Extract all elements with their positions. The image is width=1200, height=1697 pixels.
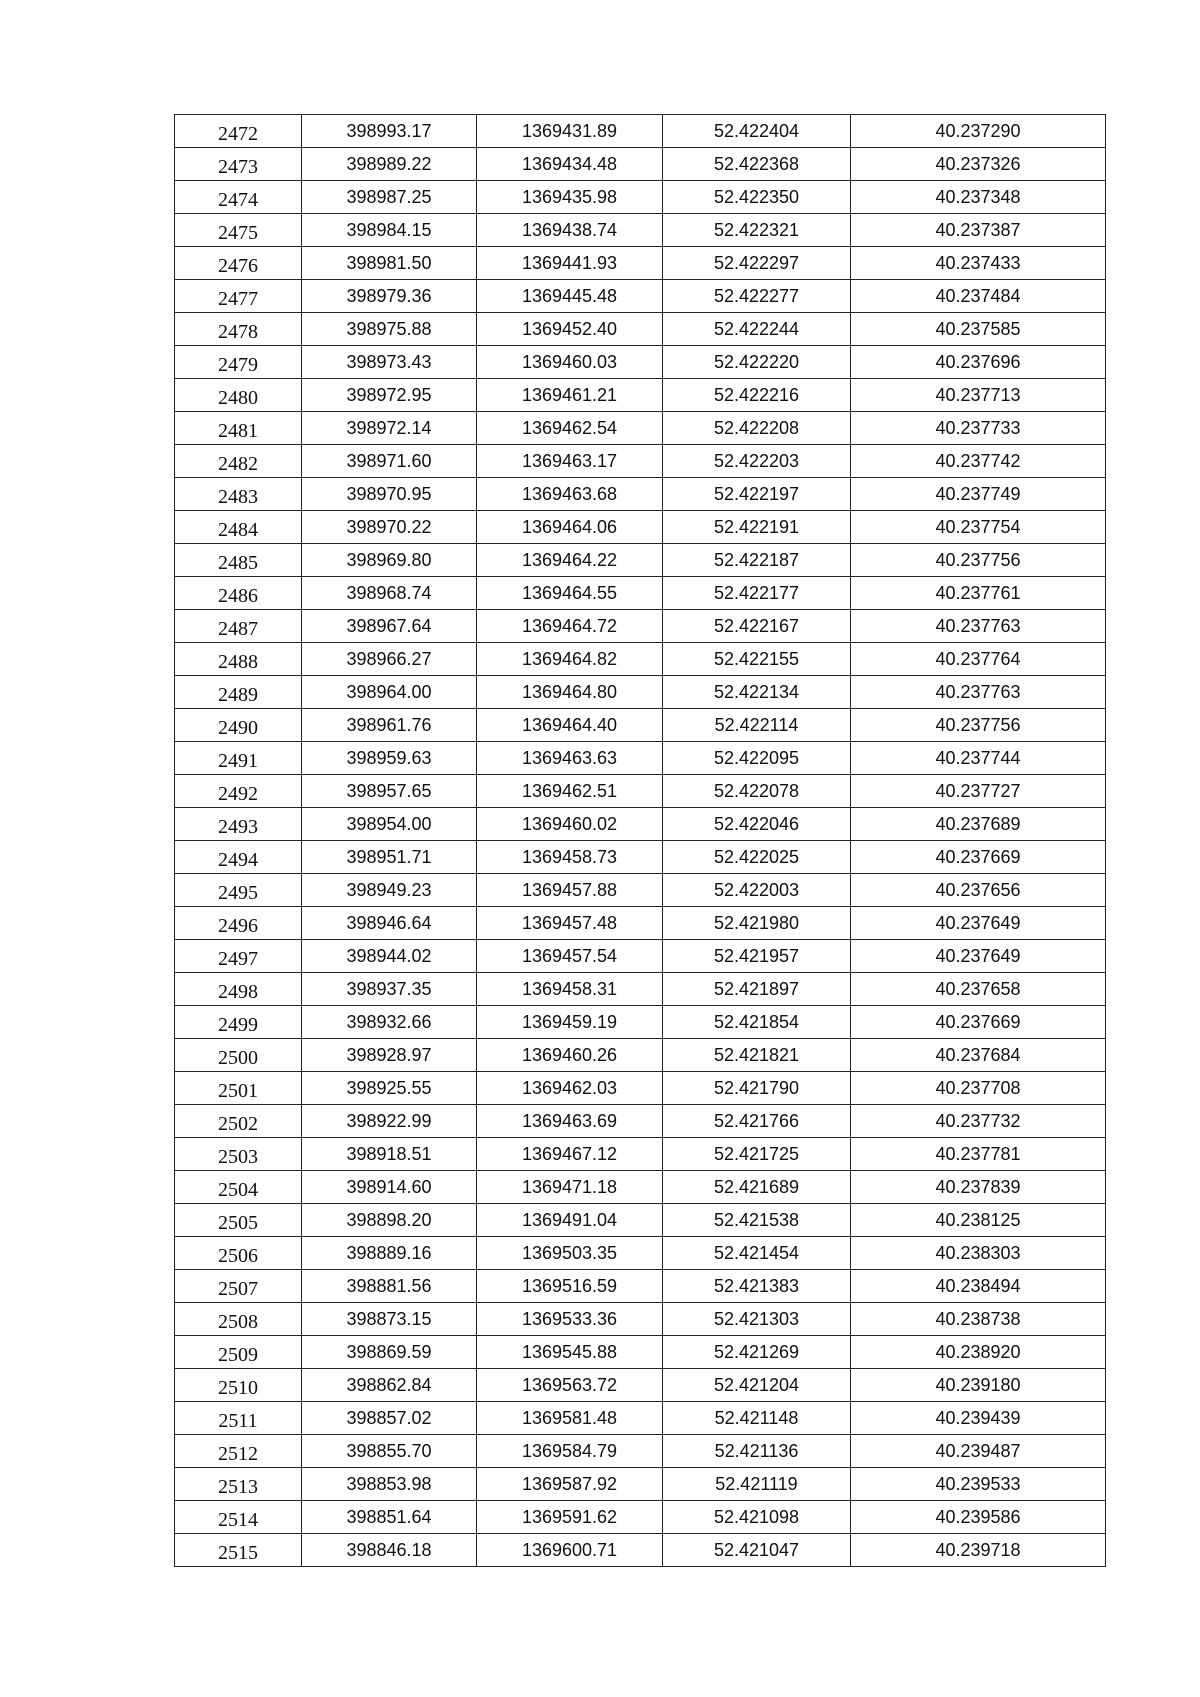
latitude-cell: 52.421766 (663, 1105, 851, 1138)
x-coordinate-cell: 398862.84 (302, 1369, 477, 1402)
point-number-cell: 2515 (175, 1534, 302, 1567)
point-number-cell: 2504 (175, 1171, 302, 1204)
y-coordinate-cell: 1369516.59 (477, 1270, 663, 1303)
table-row (175, 511, 1106, 544)
latitude-cell: 52.421854 (663, 1006, 851, 1039)
longitude-cell: 40.237649 (851, 940, 1106, 973)
longitude-cell: 40.237749 (851, 478, 1106, 511)
x-coordinate-cell: 398855.70 (302, 1435, 477, 1468)
point-number-cell: 2483 (175, 478, 302, 511)
x-coordinate-cell: 398970.95 (302, 478, 477, 511)
point-number-cell: 2509 (175, 1336, 302, 1369)
longitude-cell: 40.237744 (851, 742, 1106, 775)
x-coordinate-cell: 398881.56 (302, 1270, 477, 1303)
x-coordinate-cell: 398928.97 (302, 1039, 477, 1072)
y-coordinate-cell: 1369503.35 (477, 1237, 663, 1270)
y-coordinate-cell: 1369463.17 (477, 445, 663, 478)
x-coordinate-cell: 398898.20 (302, 1204, 477, 1237)
latitude-cell: 52.422203 (663, 445, 851, 478)
point-number-cell: 2484 (175, 511, 302, 544)
latitude-cell: 52.421383 (663, 1270, 851, 1303)
table-row (175, 577, 1106, 610)
point-number-cell: 2477 (175, 280, 302, 313)
longitude-cell: 40.239586 (851, 1501, 1106, 1534)
latitude-cell: 52.422220 (663, 346, 851, 379)
x-coordinate-cell: 398993.17 (302, 115, 477, 148)
table-row (175, 247, 1106, 280)
table-row (175, 1006, 1106, 1039)
x-coordinate-cell: 398918.51 (302, 1138, 477, 1171)
point-number-cell: 2508 (175, 1303, 302, 1336)
longitude-cell: 40.237387 (851, 214, 1106, 247)
y-coordinate-cell: 1369462.03 (477, 1072, 663, 1105)
point-number-cell: 2488 (175, 643, 302, 676)
longitude-cell: 40.237348 (851, 181, 1106, 214)
y-coordinate-cell: 1369461.21 (477, 379, 663, 412)
point-number-cell: 2487 (175, 610, 302, 643)
longitude-cell: 40.237839 (851, 1171, 1106, 1204)
x-coordinate-cell: 398979.36 (302, 280, 477, 313)
point-number-cell: 2503 (175, 1138, 302, 1171)
point-number-cell: 2481 (175, 412, 302, 445)
latitude-cell: 52.421957 (663, 940, 851, 973)
point-number-cell: 2482 (175, 445, 302, 478)
y-coordinate-cell: 1369464.72 (477, 610, 663, 643)
table-row (175, 874, 1106, 907)
longitude-cell: 40.239439 (851, 1402, 1106, 1435)
point-number-cell: 2494 (175, 841, 302, 874)
point-number-cell: 2510 (175, 1369, 302, 1402)
table-row (175, 445, 1106, 478)
latitude-cell: 52.421538 (663, 1204, 851, 1237)
point-number-cell: 2507 (175, 1270, 302, 1303)
y-coordinate-cell: 1369600.71 (477, 1534, 663, 1567)
longitude-cell: 40.237763 (851, 676, 1106, 709)
x-coordinate-cell: 398971.60 (302, 445, 477, 478)
y-coordinate-cell: 1369431.89 (477, 115, 663, 148)
table-row (175, 280, 1106, 313)
latitude-cell: 52.422404 (663, 115, 851, 148)
longitude-cell: 40.237649 (851, 907, 1106, 940)
latitude-cell: 52.422244 (663, 313, 851, 346)
y-coordinate-cell: 1369452.40 (477, 313, 663, 346)
latitude-cell: 52.421136 (663, 1435, 851, 1468)
y-coordinate-cell: 1369464.40 (477, 709, 663, 742)
y-coordinate-cell: 1369462.54 (477, 412, 663, 445)
x-coordinate-cell: 398846.18 (302, 1534, 477, 1567)
table-row (175, 346, 1106, 379)
point-number-cell: 2497 (175, 940, 302, 973)
x-coordinate-cell: 398967.64 (302, 610, 477, 643)
x-coordinate-cell: 398946.64 (302, 907, 477, 940)
y-coordinate-cell: 1369471.18 (477, 1171, 663, 1204)
table-row (175, 775, 1106, 808)
y-coordinate-cell: 1369438.74 (477, 214, 663, 247)
table-row (175, 1105, 1106, 1138)
latitude-cell: 52.422134 (663, 676, 851, 709)
table-row (175, 841, 1106, 874)
y-coordinate-cell: 1369445.48 (477, 280, 663, 313)
latitude-cell: 52.421047 (663, 1534, 851, 1567)
y-coordinate-cell: 1369581.48 (477, 1402, 663, 1435)
y-coordinate-cell: 1369591.62 (477, 1501, 663, 1534)
x-coordinate-cell: 398937.35 (302, 973, 477, 1006)
y-coordinate-cell: 1369563.72 (477, 1369, 663, 1402)
latitude-cell: 52.421980 (663, 907, 851, 940)
point-number-cell: 2499 (175, 1006, 302, 1039)
table-row (175, 973, 1106, 1006)
point-number-cell: 2478 (175, 313, 302, 346)
longitude-cell: 40.237669 (851, 841, 1106, 874)
latitude-cell: 52.422321 (663, 214, 851, 247)
y-coordinate-cell: 1369545.88 (477, 1336, 663, 1369)
latitude-cell: 52.422177 (663, 577, 851, 610)
x-coordinate-cell: 398987.25 (302, 181, 477, 214)
latitude-cell: 52.422216 (663, 379, 851, 412)
point-number-cell: 2491 (175, 742, 302, 775)
y-coordinate-cell: 1369464.55 (477, 577, 663, 610)
point-number-cell: 2475 (175, 214, 302, 247)
table-row (175, 1138, 1106, 1171)
x-coordinate-cell: 398961.76 (302, 709, 477, 742)
table-row (175, 610, 1106, 643)
x-coordinate-cell: 398925.55 (302, 1072, 477, 1105)
table-row (175, 1336, 1106, 1369)
table-row (175, 907, 1106, 940)
longitude-cell: 40.237658 (851, 973, 1106, 1006)
x-coordinate-cell: 398964.00 (302, 676, 477, 709)
x-coordinate-cell: 398922.99 (302, 1105, 477, 1138)
longitude-cell: 40.237290 (851, 115, 1106, 148)
y-coordinate-cell: 1369464.82 (477, 643, 663, 676)
longitude-cell: 40.238494 (851, 1270, 1106, 1303)
x-coordinate-cell: 398981.50 (302, 247, 477, 280)
y-coordinate-cell: 1369533.36 (477, 1303, 663, 1336)
longitude-cell: 40.237761 (851, 577, 1106, 610)
point-number-cell: 2500 (175, 1039, 302, 1072)
point-number-cell: 2513 (175, 1468, 302, 1501)
y-coordinate-cell: 1369464.80 (477, 676, 663, 709)
y-coordinate-cell: 1369459.19 (477, 1006, 663, 1039)
point-number-cell: 2498 (175, 973, 302, 1006)
table-row (175, 412, 1106, 445)
table-row (175, 808, 1106, 841)
y-coordinate-cell: 1369435.98 (477, 181, 663, 214)
x-coordinate-cell: 398989.22 (302, 148, 477, 181)
longitude-cell: 40.237742 (851, 445, 1106, 478)
longitude-cell: 40.237733 (851, 412, 1106, 445)
longitude-cell: 40.237732 (851, 1105, 1106, 1138)
latitude-cell: 52.422187 (663, 544, 851, 577)
table-row (175, 313, 1106, 346)
point-number-cell: 2490 (175, 709, 302, 742)
x-coordinate-cell: 398975.88 (302, 313, 477, 346)
x-coordinate-cell: 398949.23 (302, 874, 477, 907)
point-number-cell: 2480 (175, 379, 302, 412)
table-row (175, 676, 1106, 709)
y-coordinate-cell: 1369458.31 (477, 973, 663, 1006)
y-coordinate-cell: 1369491.04 (477, 1204, 663, 1237)
table-row (175, 742, 1106, 775)
longitude-cell: 40.237684 (851, 1039, 1106, 1072)
y-coordinate-cell: 1369441.93 (477, 247, 663, 280)
longitude-cell: 40.237756 (851, 544, 1106, 577)
latitude-cell: 52.422368 (663, 148, 851, 181)
table-row (175, 1039, 1106, 1072)
longitude-cell: 40.238920 (851, 1336, 1106, 1369)
longitude-cell: 40.237585 (851, 313, 1106, 346)
longitude-cell: 40.237764 (851, 643, 1106, 676)
latitude-cell: 52.421897 (663, 973, 851, 1006)
table-row (175, 940, 1106, 973)
point-number-cell: 2511 (175, 1402, 302, 1435)
table-row (175, 115, 1106, 148)
longitude-cell: 40.237656 (851, 874, 1106, 907)
longitude-cell: 40.237433 (851, 247, 1106, 280)
point-number-cell: 2489 (175, 676, 302, 709)
longitude-cell: 40.239487 (851, 1435, 1106, 1468)
x-coordinate-cell: 398957.65 (302, 775, 477, 808)
x-coordinate-cell: 398966.27 (302, 643, 477, 676)
latitude-cell: 52.421269 (663, 1336, 851, 1369)
longitude-cell: 40.237763 (851, 610, 1106, 643)
longitude-cell: 40.237696 (851, 346, 1106, 379)
table-row (175, 478, 1106, 511)
latitude-cell: 52.421204 (663, 1369, 851, 1402)
point-number-cell: 2514 (175, 1501, 302, 1534)
y-coordinate-cell: 1369462.51 (477, 775, 663, 808)
table-row (175, 181, 1106, 214)
latitude-cell: 52.421689 (663, 1171, 851, 1204)
longitude-cell: 40.237484 (851, 280, 1106, 313)
latitude-cell: 52.422197 (663, 478, 851, 511)
latitude-cell: 52.421119 (663, 1468, 851, 1501)
point-number-cell: 2479 (175, 346, 302, 379)
latitude-cell: 52.421821 (663, 1039, 851, 1072)
x-coordinate-cell: 398869.59 (302, 1336, 477, 1369)
latitude-cell: 52.422191 (663, 511, 851, 544)
longitude-cell: 40.237669 (851, 1006, 1106, 1039)
longitude-cell: 40.239180 (851, 1369, 1106, 1402)
table-row (175, 1072, 1106, 1105)
coordinates-table (174, 114, 1106, 1567)
table-row (175, 1468, 1106, 1501)
x-coordinate-cell: 398972.95 (302, 379, 477, 412)
longitude-cell: 40.237708 (851, 1072, 1106, 1105)
longitude-cell: 40.237689 (851, 808, 1106, 841)
table-row (175, 1534, 1106, 1567)
longitude-cell: 40.237754 (851, 511, 1106, 544)
longitude-cell: 40.237756 (851, 709, 1106, 742)
y-coordinate-cell: 1369464.06 (477, 511, 663, 544)
y-coordinate-cell: 1369460.26 (477, 1039, 663, 1072)
x-coordinate-cell: 398969.80 (302, 544, 477, 577)
latitude-cell: 52.422277 (663, 280, 851, 313)
longitude-cell: 40.237326 (851, 148, 1106, 181)
x-coordinate-cell: 398889.16 (302, 1237, 477, 1270)
longitude-cell: 40.237781 (851, 1138, 1106, 1171)
latitude-cell: 52.422114 (663, 709, 851, 742)
y-coordinate-cell: 1369457.48 (477, 907, 663, 940)
y-coordinate-cell: 1369458.73 (477, 841, 663, 874)
x-coordinate-cell: 398857.02 (302, 1402, 477, 1435)
latitude-cell: 52.421790 (663, 1072, 851, 1105)
y-coordinate-cell: 1369467.12 (477, 1138, 663, 1171)
latitude-cell: 52.422003 (663, 874, 851, 907)
table-row (175, 214, 1106, 247)
x-coordinate-cell: 398914.60 (302, 1171, 477, 1204)
table-row (175, 379, 1106, 412)
point-number-cell: 2476 (175, 247, 302, 280)
latitude-cell: 52.422208 (663, 412, 851, 445)
longitude-cell: 40.238738 (851, 1303, 1106, 1336)
x-coordinate-cell: 398984.15 (302, 214, 477, 247)
latitude-cell: 52.422078 (663, 775, 851, 808)
y-coordinate-cell: 1369587.92 (477, 1468, 663, 1501)
latitude-cell: 52.422297 (663, 247, 851, 280)
x-coordinate-cell: 398959.63 (302, 742, 477, 775)
longitude-cell: 40.238125 (851, 1204, 1106, 1237)
y-coordinate-cell: 1369457.54 (477, 940, 663, 973)
y-coordinate-cell: 1369457.88 (477, 874, 663, 907)
latitude-cell: 52.422167 (663, 610, 851, 643)
latitude-cell: 52.422046 (663, 808, 851, 841)
latitude-cell: 52.422025 (663, 841, 851, 874)
point-number-cell: 2485 (175, 544, 302, 577)
table-row (175, 1369, 1106, 1402)
x-coordinate-cell: 398853.98 (302, 1468, 477, 1501)
x-coordinate-cell: 398970.22 (302, 511, 477, 544)
table-row (175, 1435, 1106, 1468)
table-row (175, 1204, 1106, 1237)
x-coordinate-cell: 398851.64 (302, 1501, 477, 1534)
point-number-cell: 2501 (175, 1072, 302, 1105)
latitude-cell: 52.421454 (663, 1237, 851, 1270)
latitude-cell: 52.422350 (663, 181, 851, 214)
latitude-cell: 52.421303 (663, 1303, 851, 1336)
longitude-cell: 40.239718 (851, 1534, 1106, 1567)
table-row (175, 643, 1106, 676)
table-row (175, 1237, 1106, 1270)
latitude-cell: 52.421725 (663, 1138, 851, 1171)
point-number-cell: 2486 (175, 577, 302, 610)
point-number-cell: 2472 (175, 115, 302, 148)
y-coordinate-cell: 1369460.03 (477, 346, 663, 379)
longitude-cell: 40.239533 (851, 1468, 1106, 1501)
x-coordinate-cell: 398951.71 (302, 841, 477, 874)
table-row (175, 1402, 1106, 1435)
table-row (175, 544, 1106, 577)
latitude-cell: 52.422095 (663, 742, 851, 775)
table-row (175, 1270, 1106, 1303)
y-coordinate-cell: 1369464.22 (477, 544, 663, 577)
longitude-cell: 40.237713 (851, 379, 1106, 412)
y-coordinate-cell: 1369584.79 (477, 1435, 663, 1468)
table-row (175, 1501, 1106, 1534)
latitude-cell: 52.421148 (663, 1402, 851, 1435)
y-coordinate-cell: 1369463.63 (477, 742, 663, 775)
table-row (175, 709, 1106, 742)
point-number-cell: 2495 (175, 874, 302, 907)
point-number-cell: 2474 (175, 181, 302, 214)
latitude-cell: 52.421098 (663, 1501, 851, 1534)
table-row (175, 1171, 1106, 1204)
x-coordinate-cell: 398932.66 (302, 1006, 477, 1039)
longitude-cell: 40.237727 (851, 775, 1106, 808)
x-coordinate-cell: 398973.43 (302, 346, 477, 379)
point-number-cell: 2496 (175, 907, 302, 940)
point-number-cell: 2473 (175, 148, 302, 181)
y-coordinate-cell: 1369463.69 (477, 1105, 663, 1138)
y-coordinate-cell: 1369460.02 (477, 808, 663, 841)
coordinates-table-body (175, 115, 1106, 1567)
longitude-cell: 40.238303 (851, 1237, 1106, 1270)
point-number-cell: 2505 (175, 1204, 302, 1237)
x-coordinate-cell: 398873.15 (302, 1303, 477, 1336)
table-row (175, 1303, 1106, 1336)
point-number-cell: 2502 (175, 1105, 302, 1138)
x-coordinate-cell: 398968.74 (302, 577, 477, 610)
x-coordinate-cell: 398954.00 (302, 808, 477, 841)
point-number-cell: 2506 (175, 1237, 302, 1270)
latitude-cell: 52.422155 (663, 643, 851, 676)
point-number-cell: 2512 (175, 1435, 302, 1468)
table-row (175, 148, 1106, 181)
x-coordinate-cell: 398972.14 (302, 412, 477, 445)
y-coordinate-cell: 1369463.68 (477, 478, 663, 511)
x-coordinate-cell: 398944.02 (302, 940, 477, 973)
point-number-cell: 2492 (175, 775, 302, 808)
point-number-cell: 2493 (175, 808, 302, 841)
y-coordinate-cell: 1369434.48 (477, 148, 663, 181)
